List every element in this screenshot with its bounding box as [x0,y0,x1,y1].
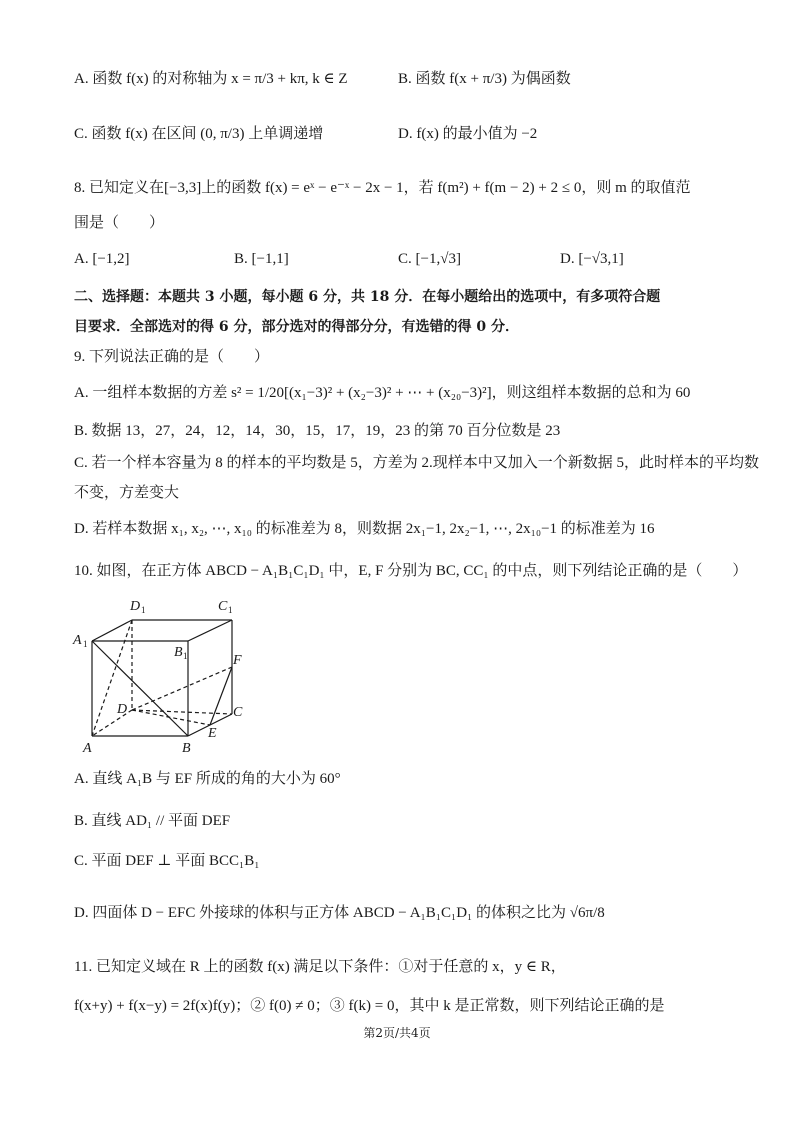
q7-option-c: C. 函数 f(x) 在区间 (0, π/3) 上单调递增 [74,126,324,142]
segment-d-f [132,667,232,710]
label-b1-sub: 1 [183,651,188,661]
q8-stem-line1: 8. 已知定义在[−3,3]上的函数 f(x) = eˣ − e⁻ˣ − 2x − 1，若 f(m²) + f(m − 2) + 2 ≤ 0，则 m 的取值范 [74,180,691,196]
label-a1-sub: 1 [83,639,88,649]
q11-stem-line2: f(x+y) + f(x−y) = 2f(x)f(y)；② f(0) ≠ 0；③ f(k) = 0，其中 k 是正常数，则下列结论正确的是 [74,998,665,1014]
section2-heading-line2: 目要求．全部选对的得 6 分，部分选对的得部分分，有选错的得 0 分． [74,319,519,335]
label-f: F [233,653,242,668]
label-d: D [117,702,128,717]
label-a: A [83,741,92,756]
q10-option-a: A. 直线 A₁B 与 EF 所成的角的大小为 60° [74,771,341,787]
label-c: C [233,705,243,720]
q7-option-b: B. 函数 f(x + π/3) 为偶函数 [398,71,571,87]
q9-option-c-line1: C. 若一个样本容量为 8 的样本的平均数是 5，方差为 2.现样本中又加入一个新数据 5，此时样本的平均数 [74,455,760,471]
q9-option-d: D. 若样本数据 x₁, x₂, ⋯, x₁₀ 的标准差为 8，则数据 2x₁−1, 2x₂−1, ⋯, 2x₁₀−1 的标准差为 16 [74,521,655,537]
q8-option-a: A. [−1,2] [74,251,130,267]
edge-b1-c1 [188,620,232,641]
page-footer: 第2页/共4页 [363,1026,431,1040]
q9-option-a: A. 一组样本数据的方差 s² = 1/20[(x₁−3)² + (x₂−3)² + ⋯ + (x₂₀−3)²]，则这组样本数据的总和为 60 [74,385,691,401]
label-a1: A [73,633,82,648]
edge-a1-d1 [92,620,132,641]
q11-stem-line1: 11. 已知定义域在 R 上的函数 f(x) 满足以下条件：①对于任意的 x，y ∈ R， [74,959,566,975]
q10-option-d: D. 四面体 D − EFC 外接球的体积与正方体 ABCD − A₁B₁C₁D₁ 的体积之比为 √6π/8 [74,905,605,921]
q8-option-c: C. [−1,√3] [398,251,461,267]
q8-option-d: D. [−√3,1] [560,251,624,267]
q8-stem-line2: 围是（ ） [74,215,165,231]
label-e: E [208,726,217,741]
label-b1: B [174,645,183,660]
q10-option-c: C. 平面 DEF ⊥ 平面 BCC₁B₁ [74,853,260,869]
label-b: B [182,741,191,756]
q9-option-c-line2: 不变，方差变大 [74,485,180,501]
label-d1-sub: 1 [141,605,146,615]
q9-option-b: B. 数据 13，27，24，12，14，30，15，17，19，23 的第 70 百分位数是 23 [74,423,561,439]
label-c1-sub: 1 [228,605,233,615]
q10-option-b: B. 直线 AD₁ // 平面 DEF [74,813,231,829]
q7-option-a: A. 函数 f(x) 的对称轴为 x = π/3 + kπ, k ∈ Z [74,71,348,87]
q9-stem: 9. 下列说法正确的是（ ） [74,349,270,365]
section2-heading-line1: 二、选择题：本题共 3 小题，每小题 6 分，共 18 分．在每小题给出的选项中，有多项符合题 [74,289,661,305]
q8-option-b: B. [−1,1] [234,251,289,267]
label-c1: C [218,599,228,614]
cube-figure [70,592,260,762]
label-d1: D [130,599,141,614]
q10-stem: 10. 如图，在正方体 ABCD − A₁B₁C₁D₁ 中，E, F 分别为 BC, CC₁ 的中点，则下列结论正确的是（ ） [74,563,748,579]
q7-option-d: D. f(x) 的最小值为 −2 [398,126,538,142]
